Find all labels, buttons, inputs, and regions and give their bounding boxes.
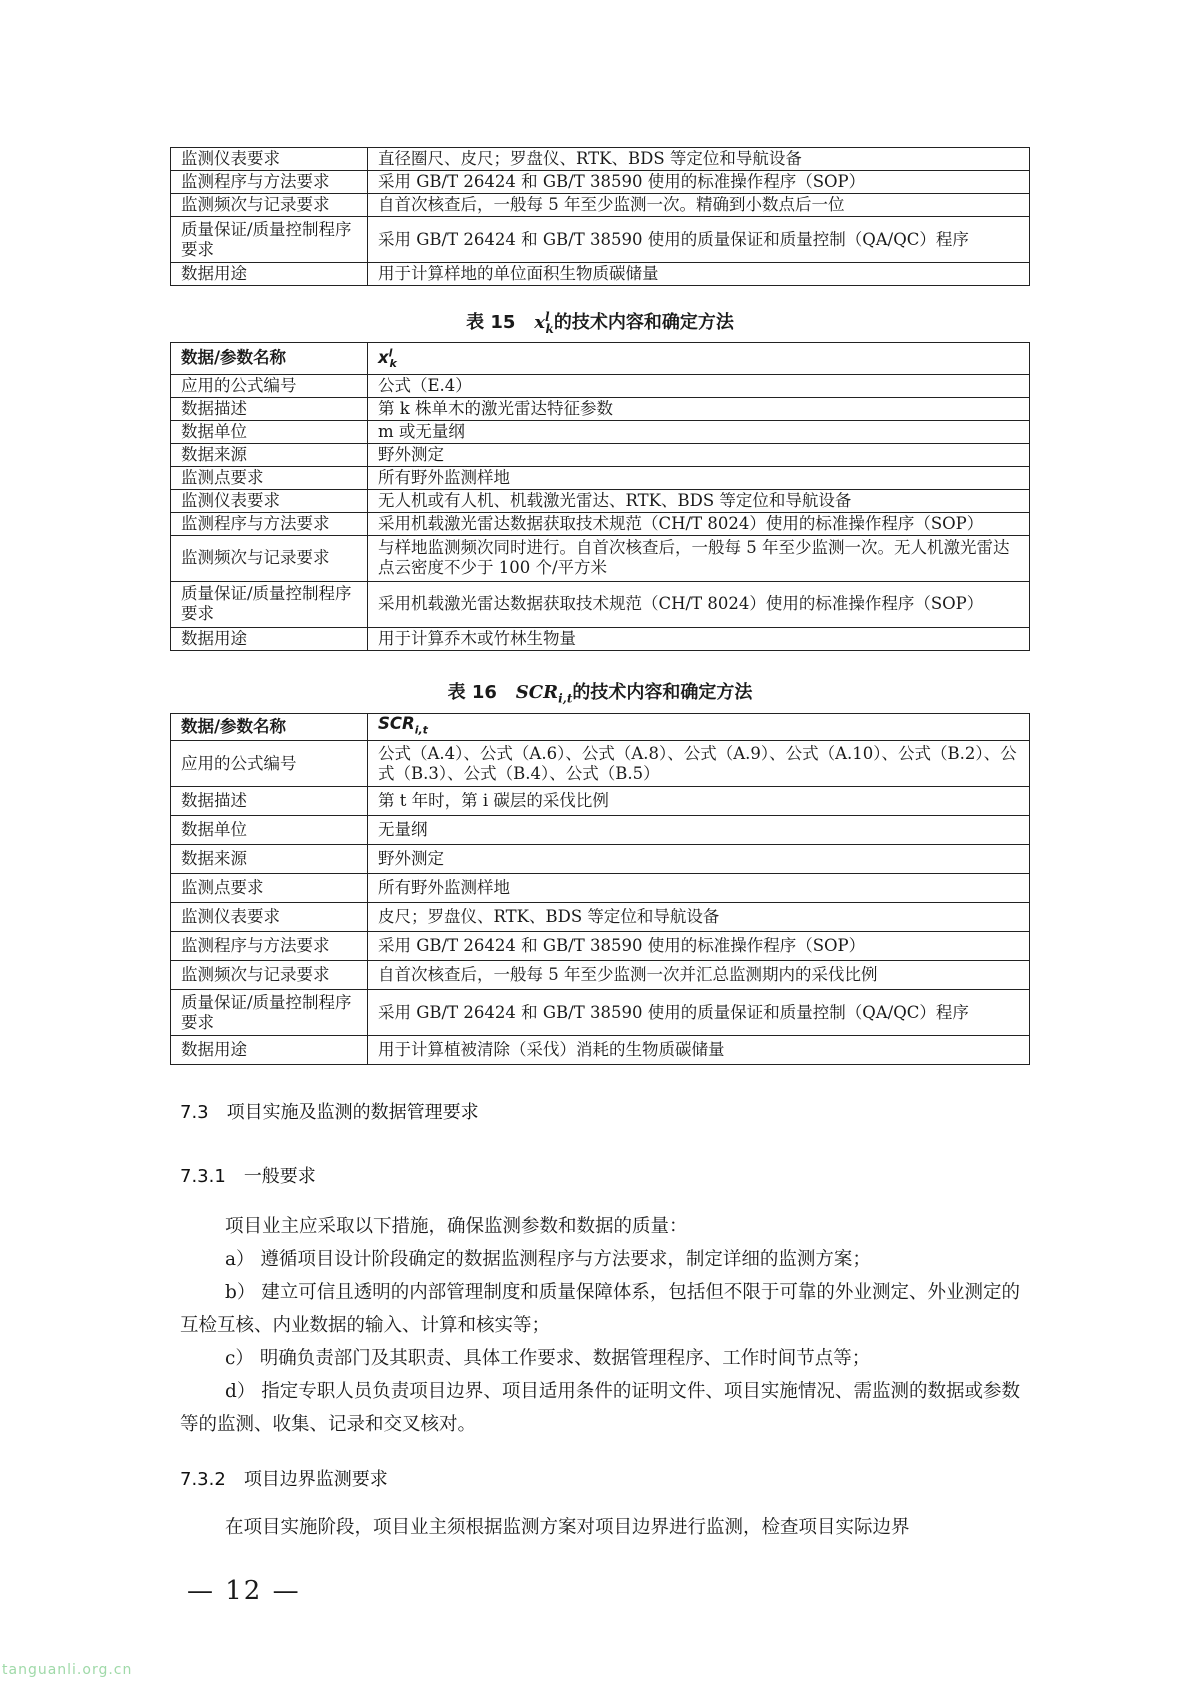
table-row — [171, 741, 1030, 787]
table-row — [171, 787, 1030, 816]
row-key: 监测频次与记录要求 — [171, 535, 368, 581]
row-value: 第 k 株单木的激光雷达特征参数 — [368, 397, 1030, 420]
page-number: — 12 — — [187, 1576, 301, 1606]
table-row — [171, 263, 1030, 286]
section-title: 一般要求 — [243, 1166, 316, 1187]
row-value: 公式（A.4）、公式（A.6）、公式（A.8）、公式（A.9）、公式（A.10）、公式（B.2）、公式（B.3）、公式（B.4）、公式（B.5） — [368, 741, 1030, 787]
row-value: 采用 GB/T 26424 和 GB/T 38590 使用的标准操作程序（SOP） — [368, 171, 1030, 194]
list-item-a: a） 遵循项目设计阶段确定的数据监测程序与方法要求，制定详细的监测方案； — [225, 1249, 871, 1270]
row-value: 采用机载激光雷达数据获取技术规范（CH/T 8024）使用的标准操作程序（SOP） — [368, 512, 1030, 535]
caption-prefix: 表 15 — [466, 312, 516, 333]
row-value: 采用机载激光雷达数据获取技术规范（CH/T 8024）使用的标准操作程序（SOP） — [368, 581, 1030, 627]
row-value: 野外测定 — [368, 845, 1030, 874]
paragraph-boundary: 在项目实施阶段，项目业主须根据监测方案对项目边界进行监测，检查项目实际边界 — [225, 1517, 910, 1538]
table-row — [171, 466, 1030, 489]
row-key: 数据用途 — [171, 627, 368, 650]
list-item-b: b） 建立可信且透明的内部管理制度和质量保障体系，包括但不限于可靠的外业测定、外业测定的互检互核、内业数据的输入、计算和核实等； — [180, 1282, 1020, 1336]
row-value: 公式（E.4） — [368, 374, 1030, 397]
header-key: 数据/参数名称 — [171, 343, 368, 375]
header-key: 数据/参数名称 — [171, 714, 368, 741]
row-key: 监测仪表要求 — [171, 903, 368, 932]
section-number: 7.3.1 — [180, 1166, 226, 1187]
table-row — [171, 443, 1030, 466]
row-value: 采用 GB/T 26424 和 GB/T 38590 使用的质量保证和质量控制（QA/QC）程序 — [368, 217, 1030, 263]
table-row — [171, 961, 1030, 990]
table-header-row — [171, 714, 1030, 741]
table-header-row — [171, 343, 1030, 375]
caption-prefix: 表 16 — [447, 682, 497, 703]
table-row — [171, 194, 1030, 217]
header-symbol: $SCR_{i,t}$ — [368, 714, 1030, 741]
row-key: 应用的公式编号 — [171, 741, 368, 787]
section-number: 7.3.2 — [180, 1469, 226, 1490]
row-key: 数据用途 — [171, 263, 368, 286]
table-row — [171, 420, 1030, 443]
table-row — [171, 581, 1030, 627]
table-row — [171, 816, 1030, 845]
section-heading-7-3 — [180, 1098, 479, 1124]
table-16-caption — [170, 678, 1030, 706]
row-key: 数据用途 — [171, 1036, 368, 1065]
section-heading-7-3-2 — [180, 1465, 388, 1491]
row-value: 野外测定 — [368, 443, 1030, 466]
table-row — [171, 171, 1030, 194]
row-key: 监测仪表要求 — [171, 148, 368, 171]
caption-symbol: $x^l_k$ — [534, 310, 554, 336]
table-row — [171, 397, 1030, 420]
table-row — [171, 148, 1030, 171]
section-heading-7-3-1 — [180, 1162, 316, 1188]
row-key: 质量保证/质量控制程序要求 — [171, 581, 368, 627]
row-key: 监测程序与方法要求 — [171, 512, 368, 535]
row-value: 自首次核查后，一般每 5 年至少监测一次。精确到小数点后一位 — [368, 194, 1030, 217]
row-key: 数据描述 — [171, 397, 368, 420]
watermark-text: tanguanli.org.cn — [2, 1662, 133, 1678]
row-key: 监测仪表要求 — [171, 489, 368, 512]
row-key: 质量保证/质量控制程序要求 — [171, 990, 368, 1036]
row-key: 数据来源 — [171, 443, 368, 466]
list-item-c: c） 明确负责部门及其职责、具体工作要求、数据管理程序、工作时间节点等； — [225, 1348, 871, 1369]
section-number: 7.3 — [180, 1102, 209, 1123]
table-row — [171, 374, 1030, 397]
caption-suffix: 的技术内容和确定方法 — [572, 682, 753, 703]
row-key: 数据单位 — [171, 420, 368, 443]
section-title: 项目边界监测要求 — [243, 1469, 388, 1490]
table-top-continuation — [170, 147, 1030, 286]
table-15 — [170, 342, 1030, 651]
row-key: 数据来源 — [171, 845, 368, 874]
row-value: 第 t 年时，第 i 碳层的采伐比例 — [368, 787, 1030, 816]
header-symbol: $x^l_k$ — [368, 343, 1030, 375]
table-15-caption — [170, 308, 1030, 336]
table-row — [171, 489, 1030, 512]
table-row — [171, 990, 1030, 1036]
row-value: 自首次核查后，一般每 5 年至少监测一次并汇总监测期内的采伐比例 — [368, 961, 1030, 990]
list-item-d: d） 指定专职人员负责项目边界、项目适用条件的证明文件、项目实施情况、需监测的数据或参数等的监测、收集、记录和交叉核对。 — [180, 1381, 1020, 1435]
table-row — [171, 535, 1030, 581]
row-value: 所有野外监测样地 — [368, 874, 1030, 903]
table-row — [171, 903, 1030, 932]
table-row — [171, 512, 1030, 535]
row-value: 皮尺；罗盘仪、RTK、BDS 等定位和导航设备 — [368, 903, 1030, 932]
table-row — [171, 627, 1030, 650]
row-value: 无人机或有人机、机载激光雷达、RTK、BDS 等定位和导航设备 — [368, 489, 1030, 512]
row-key: 监测程序与方法要求 — [171, 171, 368, 194]
row-value: 与样地监测频次同时进行。自首次核查后，一般每 5 年至少监测一次。无人机激光雷达点云密度不少于 100 个/平方米 — [368, 535, 1030, 581]
row-value: 直径圈尺、皮尺；罗盘仪、RTK、BDS 等定位和导航设备 — [368, 148, 1030, 171]
table-row — [171, 874, 1030, 903]
row-key: 数据单位 — [171, 816, 368, 845]
section-title: 项目实施及监测的数据管理要求 — [226, 1102, 479, 1123]
row-key: 监测点要求 — [171, 466, 368, 489]
row-key: 监测点要求 — [171, 874, 368, 903]
table-row — [171, 217, 1030, 263]
row-key: 监测频次与记录要求 — [171, 961, 368, 990]
row-key: 监测频次与记录要求 — [171, 194, 368, 217]
row-value: 所有野外监测样地 — [368, 466, 1030, 489]
row-value: 采用 GB/T 26424 和 GB/T 38590 使用的质量保证和质量控制（QA/QC）程序 — [368, 990, 1030, 1036]
row-value: m 或无量纲 — [368, 420, 1030, 443]
row-key: 质量保证/质量控制程序要求 — [171, 217, 368, 263]
caption-symbol: $SCR_{i,t}$ — [515, 682, 573, 706]
table-row — [171, 932, 1030, 961]
row-key: 应用的公式编号 — [171, 374, 368, 397]
row-key: 数据描述 — [171, 787, 368, 816]
row-value: 采用 GB/T 26424 和 GB/T 38590 使用的标准操作程序（SOP） — [368, 932, 1030, 961]
table-row — [171, 1036, 1030, 1065]
row-value: 用于计算样地的单位面积生物质碳储量 — [368, 263, 1030, 286]
table-16 — [170, 713, 1030, 1065]
row-key: 监测程序与方法要求 — [171, 932, 368, 961]
paragraph-intro: 项目业主应采取以下措施，确保监测参数和数据的质量： — [225, 1216, 688, 1237]
caption-suffix: 的技术内容和确定方法 — [553, 312, 734, 333]
row-value: 用于计算植被清除（采伐）消耗的生物质碳储量 — [368, 1036, 1030, 1065]
row-value: 用于计算乔木或竹林生物量 — [368, 627, 1030, 650]
row-value: 无量纲 — [368, 816, 1030, 845]
table-row — [171, 845, 1030, 874]
